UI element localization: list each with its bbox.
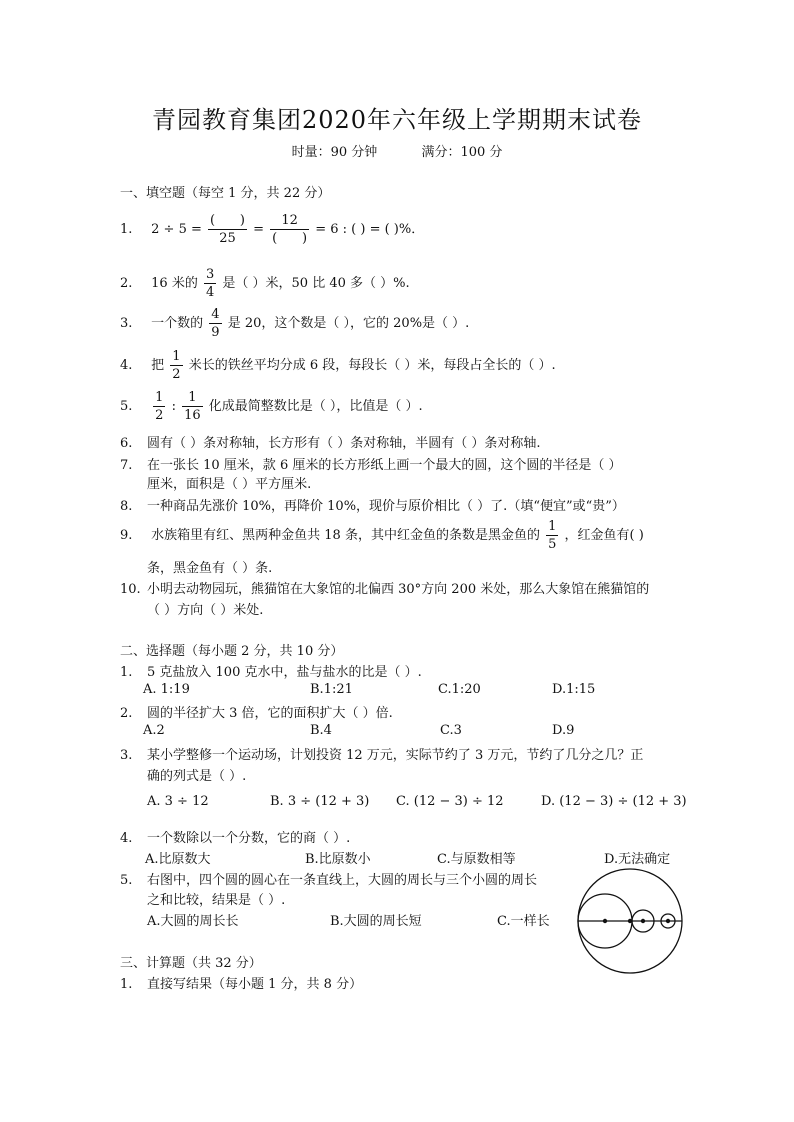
option-a[interactable]: A.2 (143, 723, 165, 738)
s2-question-1: 1. 5 克盐放入 100 克水中，盐与盐水的比是（ ）. (120, 665, 422, 680)
option-b[interactable]: B.1:21 (310, 682, 353, 697)
s2-question-2: 2. 圆的半径扩大 3 倍，它的面积扩大（ ）倍. (120, 706, 393, 721)
option-c[interactable]: C.1:20 (438, 682, 481, 697)
s2-question-3-cont: 确的列式是（ ）. (147, 769, 247, 784)
s1-question-9-cont: 条，黑金鱼有（ ）条. (147, 561, 273, 576)
fraction: $\frac{1}{16}$ (184, 390, 201, 423)
center-dot (641, 919, 645, 923)
option-d[interactable]: D.1:15 (552, 682, 596, 697)
fraction: $\frac{4}{9}$ (211, 307, 220, 340)
s1-question-1: 1. 2 ÷ 5 = $\frac{( )}{25}$ = $\frac{12}{( )}$ = 6 : ( ) = ( )%． (120, 213, 425, 246)
option-a[interactable]: A.比原数大 (145, 852, 211, 867)
s1-question-8: 8. 一种商品先涨价 10%，再降价 10%，现价与原价相比（ ）了.（填“便宜”或“贵”） (120, 499, 625, 514)
s2-question-5: 5. 右图中，四个圆的圆心在一条直线上，大圆的周长与三个小圆的周长 (120, 873, 538, 888)
s1-question-2: 2. 16 米的 $\frac{3}{4}$ 是（ ）米，50 比 40 多（ ）%. (120, 267, 410, 300)
s1-question-3: 3. 一个数的 $\frac{4}{9}$ 是 20，这个数是（ ），它的 20%是（ ）. (120, 307, 470, 340)
option-c[interactable]: C.一样长 (497, 914, 550, 929)
option-c[interactable]: C.3 (440, 723, 462, 738)
option-c[interactable]: C. (12 − 3) ÷ 12 (396, 794, 504, 809)
fraction: $\frac{12}{( )}$ (272, 213, 308, 246)
fraction: $\frac{3}{4}$ (205, 267, 215, 300)
s1-question-9: 9. 水族箱里有红、黑两种金鱼共 18 条，其中红金鱼的条数是黑金鱼的 $\frac{1}{5}$ ，红金鱼有( ) (120, 519, 644, 552)
s1-question-10: 10. 小明去动物园玩，熊猫馆在大象馆的北偏西 30°方向 200 米处，那么大象馆在熊猫馆的 (120, 582, 650, 597)
option-a[interactable]: A.大圆的周长长 (147, 914, 239, 929)
fraction: $\frac{1}{2}$ (155, 390, 164, 423)
s2-question-3: 3. 某小学整修一个运动场，计划投资 12 万元，实际节约了 3 万元，节约了几分之几？正 (120, 748, 644, 763)
option-b[interactable]: B.比原数小 (305, 852, 371, 867)
section2-heading: 二、选择题（每小题 2 分，共 10 分） (120, 644, 344, 659)
center-dot (666, 919, 670, 923)
s1-question-5: 5. $\frac{1}{2}$ : $\frac{1}{16}$ 化成最简整数比是（ ），比值是（ ）. (120, 390, 423, 423)
fraction: $\frac{1}{5}$ (548, 519, 557, 552)
option-b[interactable]: B.大圆的周长短 (330, 914, 422, 929)
exam-subtitle (0, 141, 794, 160)
option-b[interactable]: B.4 (310, 723, 332, 738)
section1-heading: 一、填空题（每空 1 分，共 22 分） (120, 186, 331, 201)
exam-score: 满分：100 分 (421, 145, 503, 160)
s2-question-5-cont: 之和比较，结果是（ ）. (147, 893, 286, 908)
s1-question-4: 4. 把 $\frac{1}{2}$ 米长的铁丝平均分成 6 段，每段长（ ）米，每段占全长的（ ）. (120, 349, 556, 382)
option-b[interactable]: B. 3 ÷ (12 + 3) (270, 794, 370, 809)
option-d[interactable]: D.无法确定 (604, 852, 671, 867)
exam-time: 时量：90 分钟 (291, 145, 378, 160)
option-a[interactable]: A. 1:19 (143, 682, 190, 697)
exam-title: 青园教育集团2020年六年级上学期期末试卷 (151, 106, 643, 134)
center-dot (603, 919, 607, 923)
fraction: $\frac{1}{2}$ (172, 349, 181, 382)
option-d[interactable]: D. (12 − 3) ÷ (12 + 3) (541, 794, 687, 809)
section3-heading: 三、计算题（共 32 分） (120, 956, 262, 971)
s2-question-4: 4. 一个数除以一个分数，它的商（ ）. (120, 831, 351, 846)
s3-question-1: 1. 直接写结果（每小题 1 分，共 8 分） (120, 977, 363, 992)
option-c[interactable]: C.与原数相等 (437, 852, 516, 867)
center-dot (628, 919, 632, 923)
s1-question-7: 7. 在一张长 10 厘米，款 6 厘米的长方形纸上画一个最大的圆，这个圆的半径是（ ） (120, 458, 622, 473)
option-a[interactable]: A. 3 ÷ 12 (147, 794, 209, 809)
circles-figure (575, 866, 685, 976)
option-d[interactable]: D.9 (552, 723, 575, 738)
s1-question-7-cont: 厘米，面积是（ ）平方厘米. (147, 477, 312, 492)
s1-question-6: 6. 圆有（ ）条对称轴，长方形有（ ）条对称轴，半圆有（ ）条对称轴. (120, 436, 541, 451)
fraction: $\frac{( )}{25}$ (210, 213, 245, 246)
s1-question-10-cont: （ ）方向（ ）米处. (147, 603, 264, 618)
